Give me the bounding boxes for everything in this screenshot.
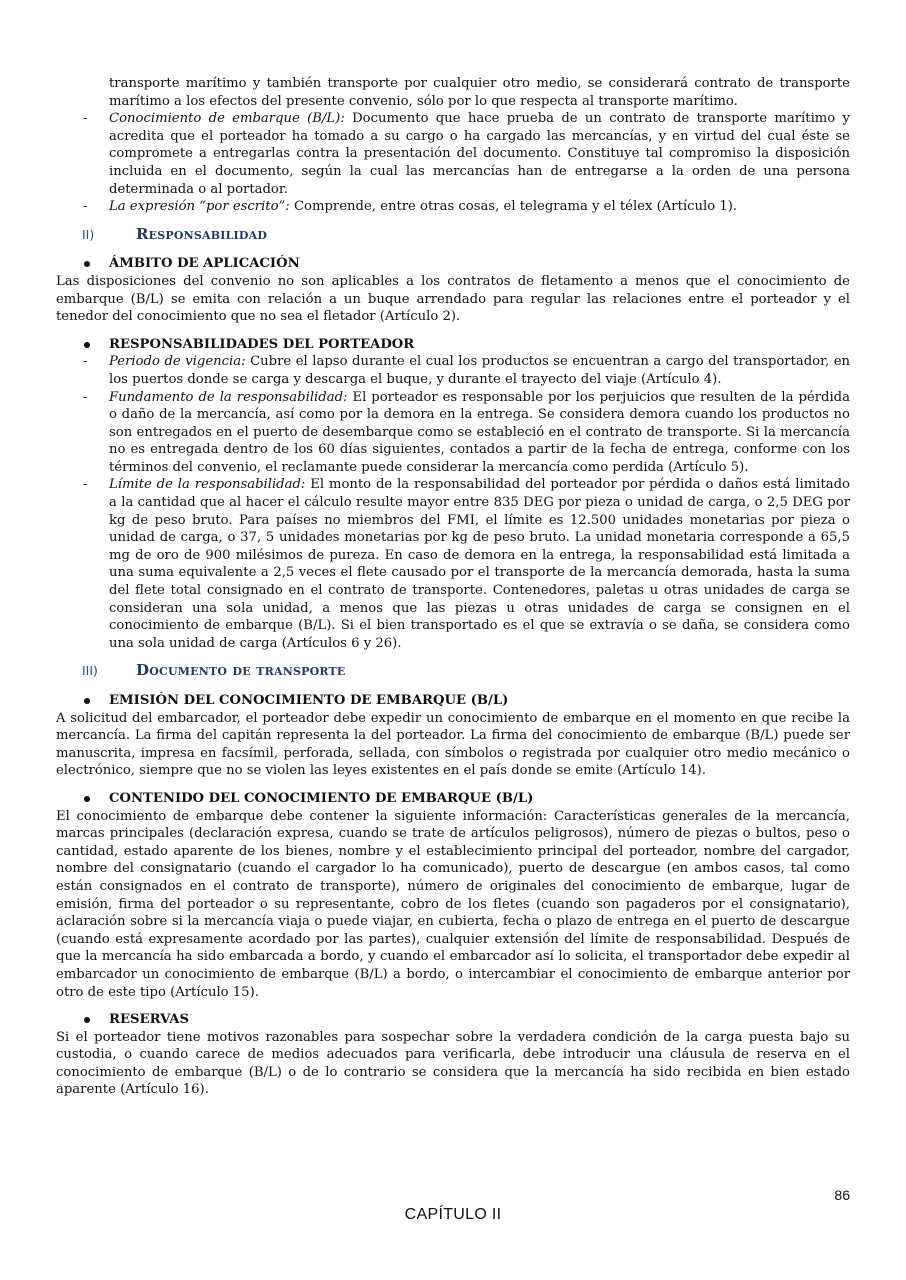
bullet-icon	[84, 796, 90, 802]
page-footer: CAPÍTULO II	[404, 1206, 502, 1223]
dash-marker: -	[83, 199, 88, 215]
dash-marker: -	[83, 389, 88, 405]
definition-text: Documento que hace prueba de un contrato de transporte marítimo y acredita que el porteador ha tomado a su cargo o ha cargado las mercancías, y en virtud del cual éste se compromete a entregarlas contra la presentación del documento. Constituye tal compromiso la disposición incluida en el documento, según la cual las mercancías han de entregarse a la orden de una persona determinada o al portador.	[109, 111, 850, 197]
subheading-title: RESPONSABILIDADES DEL PORTEADOR	[109, 336, 415, 352]
paragraph: Si el porteador tiene motivos razonables para sospechar sobre la verdadera condición de la carga puesta bajo su custodia, o cuando carece de medios adecuados para verificarla, debe introducir una cláusula de reserva en el conocimiento de embarque (B/L) o de lo contrario se considera que la mercancía ha sido recibida en bien estado aparente (Artículo 16).	[56, 1029, 850, 1098]
definition-item	[56, 389, 850, 477]
definition-text: El monto de la responsabilidad del porteador por pérdida o daños está limitado a la cantidad que al hacer el cálculo resulte mayor entre 835 DEG por pieza o unidad de carga, o 2,5 DEG por kg de peso bruto. Para países no miembros del FMI, el límite es 12.500 unidades monetarias por pieza o unidad de carga, o 37, 5 unidades monetarias por kg de peso bruto. La unidad monetaria corresponde a 65,5 mg de oro de 900 milésimos de pureza. En caso de demora en la entrega, la responsabilidad está limitada a una suma equivalente a 2,5 veces el flete causado por el transporte de la mercancía demorada, hasta la suma del flete total consignado en el contrato de transporte. Contenedores, paletas u otras unidades de carga se consideran una sola unidad, a menos que las piezas u otras unidades de carga se consignen en el conocimiento de embarque (B/L). Si el bien transportado es el que se extravía o se daña, se considera como una sola unidad de carga (Artículos 6 y 26).	[109, 477, 850, 651]
definition-item	[56, 476, 850, 652]
section-title: Documento de transporte	[136, 661, 346, 680]
document-body	[56, 75, 850, 1099]
definition-item	[56, 198, 850, 216]
subheading-title: RESERVAS	[109, 1012, 190, 1028]
definition-term: Límite de la responsabilidad:	[109, 477, 306, 493]
definition-term: La expresión “por escrito”:	[109, 199, 290, 215]
section-number: III)	[82, 663, 98, 679]
dash-marker: -	[83, 477, 88, 493]
page-number: 86	[834, 1187, 850, 1203]
bullet-icon	[84, 698, 90, 704]
subheading-title: CONTENIDO DEL CONOCIMIENTO DE EMBARQUE (B/L)	[109, 790, 534, 806]
paragraph: El conocimiento de embarque debe contener la siguiente información: Características generales de la mercancía, marcas principales (declaración expresa, cuando se trate de artículos peligrosos), número de piezas o bultos, peso o cantidad, estado aparente de los bienes, nombre y el establecimiento principal del porteador, nombre del cargador, nombre del consignatario (cuando el cargador lo ha comunicado), puerto de descargue (en ambos casos, tal como están consignados en el contrato de transporte), número de originales del conocimiento de embarque, lugar de emisión, firma del porteador o su representante, cobro de los fletes (cuando son pagaderos por el consignatario), aclaración sobre si la mercancía viaja o puede viajar, en cubierta, fecha o plazo de entrega en el puerto de descargue (cuando está expresamente acordado por las partes), cualquier extensión del límite de responsabilidad. Después de que la mercancía ha sido embarcada a bordo, y cuando el embarcador así lo solicita, el transportador debe expedir al embarcador un conocimiento de embarque (B/L) a bordo, o intercambiar el conocimiento de embarque anterior por otro de este tipo (Artículo 15).	[56, 808, 850, 1000]
definition-term: Fundamento de la responsabilidad:	[109, 389, 348, 405]
paragraph: Las disposiciones del convenio no son aplicables a los contratos de fletamento a menos que el conocimiento de embarque (B/L) se emita con relación a un buque arrendado para regular las relaciones entre el porteador y el tenedor del conocimiento que no sea el fletador (Artículo 2).	[56, 273, 850, 325]
definition-text: Comprende, entre otras cosas, el telegrama y el télex (Artículo 1).	[289, 199, 738, 215]
section-number: II)	[82, 226, 95, 242]
subheading-responsabilidades	[56, 336, 850, 354]
definition-text: Cubre el lapso durante el cual los productos se encuentran a cargo del transportador, en los puertos donde se carga y descarga el buque, y durante el trayecto del viaje (Artículo 4).	[109, 354, 850, 387]
dash-marker: -	[83, 111, 88, 127]
definition-text: El porteador es responsable por los perjuicios que resulten de la pérdida o daño de la mercancía, así como por la demora en la entrega. Se considera demora cuando los productos no son entregados en el puerto de desembarque como se estableció en el contrato de transporte. Si la mercancía no es entregada dentro de los 60 días siguientes, contados a partir de la fecha de entrega, conforme con los términos del convenio, el reclamante puede considerar la mercancía como perdida (Artículo 5).	[109, 389, 850, 475]
definition-item	[56, 110, 850, 198]
dash-marker: -	[83, 354, 88, 370]
definition-item	[56, 353, 850, 388]
bullet-icon	[84, 1017, 90, 1023]
subheading-emision	[56, 692, 850, 710]
paragraph: A solicitud del embarcador, el porteador debe expedir un conocimiento de embarque en el momento en que recibe la mercancía. La firma del capitán representa la del porteador. La firma del conocimiento de embarque (B/L) puede ser manuscrita, impresa en facsímil, perforada, sellada, con símbolos o registrada por cualquier otro medio mecánico o electrónico, siempre que no se violen las leyes existentes en el país donde se emite (Artículo 14).	[56, 710, 850, 779]
subheading-title: EMISIÓN DEL CONOCIMIENTO DE EMBARQUE (B/L)	[109, 693, 509, 708]
section-heading-documento	[82, 662, 850, 680]
subheading-ambito	[56, 255, 850, 273]
bullet-icon	[84, 261, 90, 267]
definition-term: Conocimiento de embarque (B/L):	[109, 111, 345, 127]
definition-term: Periodo de vigencia:	[109, 354, 246, 370]
continued-paragraph: transporte marítimo y también transporte por cualquier otro medio, se considerará contrato de transporte marítimo a los efectos del presente convenio, sólo por lo que respecta al transporte marítimo.	[109, 76, 850, 109]
subheading-reservas	[56, 1011, 850, 1029]
subheading-title: ÁMBITO DE APLICACIÓN	[109, 256, 300, 272]
subheading-contenido	[56, 790, 850, 808]
section-title: Responsabilidad	[136, 224, 268, 243]
section-heading-responsabilidad	[82, 226, 850, 244]
bullet-icon	[84, 342, 90, 348]
